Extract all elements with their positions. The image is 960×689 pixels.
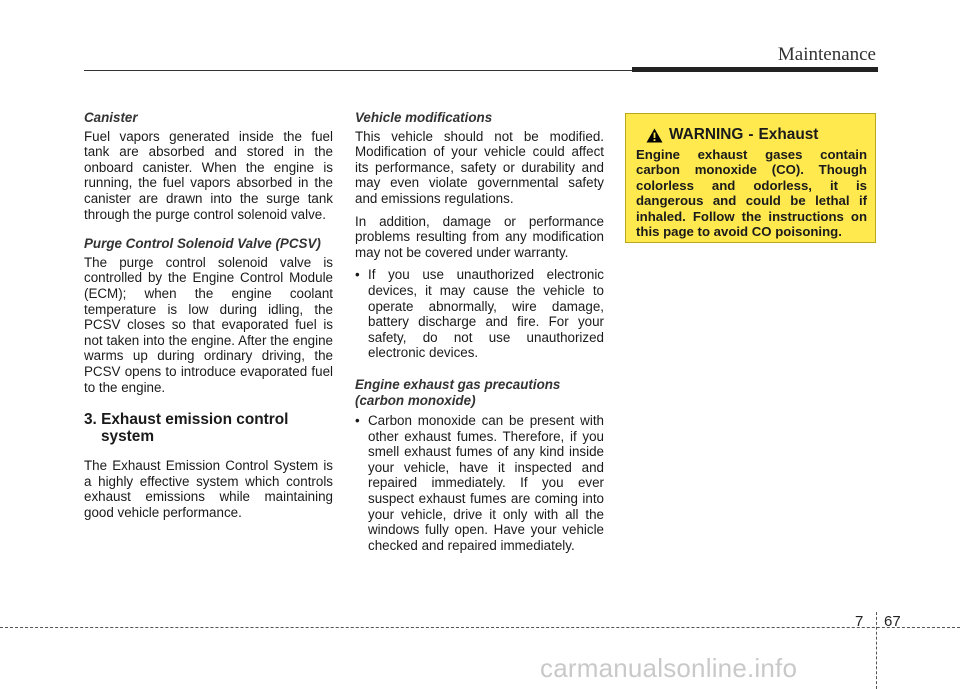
warning-triangle-icon <box>646 128 663 143</box>
section-heading-line1: 3. Exhaust emission control <box>84 411 289 429</box>
section-title: Maintenance <box>777 44 876 65</box>
exhaust-emission-paragraph: The Exhaust Emission Control System is a highly effective system which controls exhaust emissions while maintaining good vehicle performance. <box>84 458 333 520</box>
canister-paragraph: Fuel vapors generated inside the fuel tank are absorbed and stored in the onboard canister. When the engine is running, the fuel vapors absorbed in the canister are drawn into the surge tank through the purge control solenoid valve. <box>84 128 333 222</box>
modifications-paragraph: This vehicle should not be modified. Modification of your vehicle could affect its performance, safety or durability and may even violate governmental safety and emissions regulations. <box>355 128 604 206</box>
warning-topic: Exhaust <box>758 126 819 143</box>
left-column <box>84 110 333 527</box>
warning-title <box>646 126 867 144</box>
warning-label: WARNING <box>669 126 744 143</box>
exhaust-heading-line2: (carbon monoxide) <box>355 392 476 408</box>
list-item-text: Carbon monoxide can be present with other exhaust fumes. Therefore, if you smell exhaust fumes of any kind inside your vehicle, have it inspected and repaired immediately. If you ever suspect exhaust fumes are coming into your vehicle, drive it only with all the windows fully open. Have your vehicle checked and repaired immediately. <box>368 413 604 553</box>
warning-body: Engine exhaust gases contain carbon monoxide (CO). Though colorless and odorless, it is dangerous and could be lethal if inhaled. Follow the instructions on this page to avoid CO poisoning. <box>636 147 867 240</box>
list-item-text: If you use unauthorized electronic devices, it may cause the vehicle to operate abnormally, wire damage, battery discharge and fire. For your safety, do not use unauthorized electronic devices. <box>368 267 604 361</box>
bullet-marker: • <box>355 413 360 429</box>
footer-rule <box>0 627 960 628</box>
warranty-paragraph: In addition, damage or performance problems resulting from any modification may not be covered under warranty. <box>355 213 604 260</box>
chapter-number: 7 <box>855 613 864 630</box>
header-rule-accent <box>632 67 878 72</box>
warning-box <box>625 113 876 243</box>
pcsv-heading: Purge Control Solenoid Valve (PCSV) <box>84 236 321 252</box>
list-item <box>355 267 604 361</box>
list-item <box>355 413 604 553</box>
middle-column <box>355 110 604 560</box>
footer-divider <box>876 612 877 689</box>
pcsv-paragraph: The purge control solenoid valve is controlled by the Engine Control Module (ECM); when the engine coolant temperature is low during idling, the PCSV closes so that evaporated fuel is not taken into the engine. After the engine warms up during ordinary driving, the PCSV opens to introduce evaporated fuel to the engine. <box>84 254 333 395</box>
warning-dash: - <box>748 126 754 143</box>
exhaust-heading-line1: Engine exhaust gas precautions <box>355 376 561 392</box>
canister-heading: Canister <box>84 110 138 125</box>
exhaust-precautions-heading <box>355 377 604 408</box>
bullet-marker: • <box>355 267 360 283</box>
vehicle-modifications-heading: Vehicle modifications <box>355 110 493 125</box>
watermark: carmanualsonline.info <box>540 653 798 683</box>
section-heading-line2: system <box>101 428 155 446</box>
page-number: 67 <box>884 613 901 630</box>
exhaust-emission-heading <box>84 411 333 445</box>
